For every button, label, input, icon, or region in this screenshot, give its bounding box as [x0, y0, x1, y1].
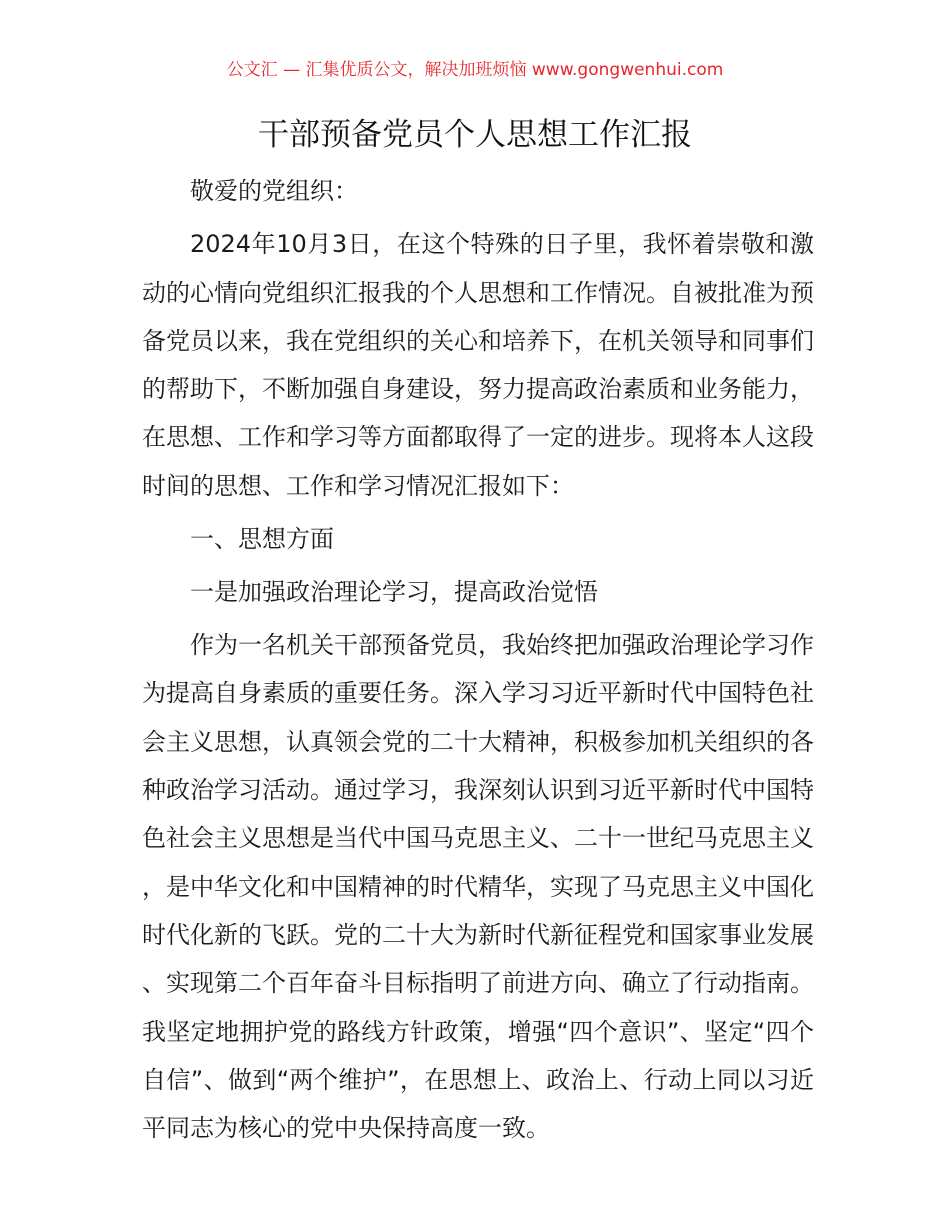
salutation: 敬爱的党组织：	[190, 177, 358, 205]
section-paragraph: 作为一名机关干部预备党员，我始终把加强政治理论学习作为提高自身素质的重要任务。深入学习习近平新时代中国特色社会主义思想，认真领会党的二十大精神，积极参加机关组织的各种政治学习活动。通过学习，我深刻认识到习近平新时代中国特色社会主义思想是当代中国马克思主义、二十一世纪马克思主义，是中华文化和中国精神的时代精华，实现了马克思主义中国化时代化新的飞跃。党的二十大为新时代新征程党和国家事业发展、实现第二个百年奋斗目标指明了前进方向、确立了行动指南。我坚定地拥护党的路线方针政策，增强“四个意识”、坚定“四个自信”、做到“两个维护”，在思想上、政治上、行动上同以习近平同志为核心的党中央保持高度一致。	[142, 631, 814, 1143]
document-body	[142, 167, 814, 1157]
site-header-banner: 公文汇 — 汇集优质公文，解决加班烦恼 www.gongwenhui.com	[226, 60, 724, 80]
intro-paragraph: 2024年10月3日，在这个特殊的日子里，我怀着崇敬和激动的心情向党组织汇报我的个人思想和工作情况。自被批准为预备党员以来，我在党组织的关心和培养下，在机关领导和同事们的帮助下，不断加强自身建设，努力提高政治素质和业务能力，在思想、工作和学习等方面都取得了一定的进步。现将本人这段时间的思想、工作和学习情况汇报如下：	[142, 230, 814, 500]
subsection-heading: 一是加强政治理论学习，提高政治觉悟	[190, 577, 598, 606]
document-title: 干部预备党员个人思想工作汇报	[258, 117, 692, 153]
section-heading: 一、思想方面	[190, 524, 334, 553]
